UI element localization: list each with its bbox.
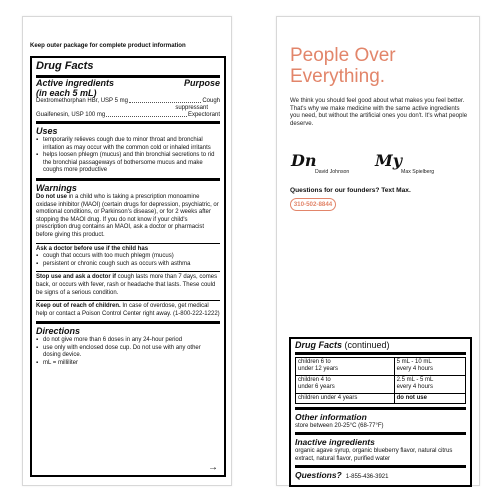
- headline: [290, 45, 396, 87]
- active-ingredients-title: Active ingredients: [36, 78, 115, 88]
- continue-arrow-icon: →: [208, 462, 218, 473]
- table-row: children under 4 years do not use: [296, 393, 466, 403]
- other-info-title: Other information: [295, 412, 367, 423]
- directions-title: Directions: [36, 326, 81, 337]
- founder-name: David Johnson: [315, 169, 350, 175]
- inactive-section: [295, 432, 466, 463]
- ingredient-row: [36, 112, 220, 121]
- ingredient-purpose: Expectorant: [187, 112, 220, 118]
- uses-section: [36, 121, 220, 178]
- drug-facts-box: [30, 56, 226, 477]
- questions-section: [295, 465, 466, 480]
- warnings-title: Warnings: [36, 182, 77, 193]
- ingredient-row: [36, 98, 220, 105]
- warnings-section: [36, 178, 220, 243]
- table-row: children 6 to under 12 years 5 mL - 10 mL every 4 hours: [296, 358, 466, 376]
- inactive-title: Inactive ingredients: [295, 437, 375, 448]
- ask-doctor-heading: Ask a doctor before use if the child has: [36, 245, 149, 252]
- directions-item: ▪ do not give more than 6 doses in any 24-hour period: [36, 337, 220, 345]
- ingredient-name: Dextromethorphan HBr, USP 5 mg: [36, 98, 128, 104]
- directions-item: ▪ use only with enclosed dose cup. Do not use with any other dosing device.: [36, 345, 220, 360]
- table-row: children 4 to under 6 years 2.5 mL - 5 mL every 4 hours: [296, 375, 466, 393]
- keep-out-text: Keep out of reach of children. In case of overdose, get medical help or contact a Poison Control Center right away. (1-800-222-1222): [36, 303, 220, 317]
- ask-doctor-section: [36, 243, 220, 272]
- ask-doctor-item: ▪ cough that occurs with too much phlegm (mucus): [36, 253, 220, 261]
- right-label-panel: [276, 16, 480, 486]
- other-info-section: [295, 407, 466, 430]
- stop-use-section: [36, 271, 220, 300]
- ask-doctor-item: ▪ persistent or chronic cough such as occurs with asthma: [36, 261, 220, 269]
- founder-name: Max Spielberg: [401, 169, 435, 175]
- uses-title: Uses: [36, 126, 58, 136]
- left-label-panel: [22, 16, 232, 486]
- directions-section: [36, 321, 220, 367]
- dosing-table: [295, 357, 466, 404]
- signature-max-icon: My: [375, 151, 403, 170]
- founders-question: Questions for our founders? Text Max.: [290, 187, 411, 194]
- dosing-section: [295, 352, 466, 404]
- questions-title: Questions?: [295, 470, 342, 481]
- stop-use-text: Stop use and ask a doctor if cough lasts more than 7 days, comes back, or occurs with fever, rash or headache that lasts. These could be signs of a serious condition.: [36, 274, 218, 296]
- questions-phone: 1-855-436-3921: [345, 474, 389, 481]
- headline-line: Everything.: [290, 66, 386, 87]
- package-note: Keep outer package for complete product information: [30, 42, 186, 49]
- ingredient-purpose-cont: suppressant: [175, 105, 208, 111]
- directions-item: ▪ mL = milliliter: [36, 360, 220, 368]
- headline-line: People Over: [290, 45, 396, 66]
- active-ingredients-subtitle: (in each 5 mL): [36, 87, 97, 98]
- purpose-label: Purpose: [183, 78, 220, 88]
- signature-david-icon: Dn: [291, 151, 317, 170]
- founder-phone-badge: 310-502-8844: [290, 198, 336, 211]
- ingredient-name: Guaifenesin, USP 100 mg: [36, 112, 106, 118]
- drug-facts-continued-box: [289, 337, 472, 487]
- intro-text: We think you should feel good about what makes you feel better. That's why we make medicine with the same active ingredients you need, but without the artificial ones you don't. It's what people deserve.: [290, 97, 468, 128]
- keep-out-section: [36, 300, 220, 321]
- ingredient-purpose: Cough: [202, 98, 220, 104]
- warning-do-not-use: Do not use in a child who is taking a prescription monoamine oxidase inhibitor (MAOI) (certain drugs for depression, psychiatric, or emotional conditions, or Parkinson's disease), or for 2 weeks after stopping the MAOI drug. If you do not know if your child's prescription drug contains an MAOI, ask a doctor or pharmacist before giving this product.: [36, 193, 219, 238]
- uses-item: ▪ helps loosen phlegm (mucus) and thin bronchial secretions to rid the bronchial passageways of bothersome mucus and make coughs more productive: [36, 152, 220, 178]
- inactive-text: organic agave syrup, organic blueberry flavor, natural citrus extract, natural flavor, purified water: [295, 448, 453, 462]
- drug-facts-title: Drug Facts: [36, 60, 94, 72]
- uses-item: ▪ temporarily relieves cough due to minor throat and bronchial irritation as may occur with the common cold or inhaled irritants: [36, 137, 220, 152]
- active-ingredients-section: [36, 75, 220, 121]
- other-info-text: store between 20-25°C (68-77°F): [295, 423, 384, 430]
- drug-facts-continued-title: Drug Facts (continued): [295, 340, 390, 350]
